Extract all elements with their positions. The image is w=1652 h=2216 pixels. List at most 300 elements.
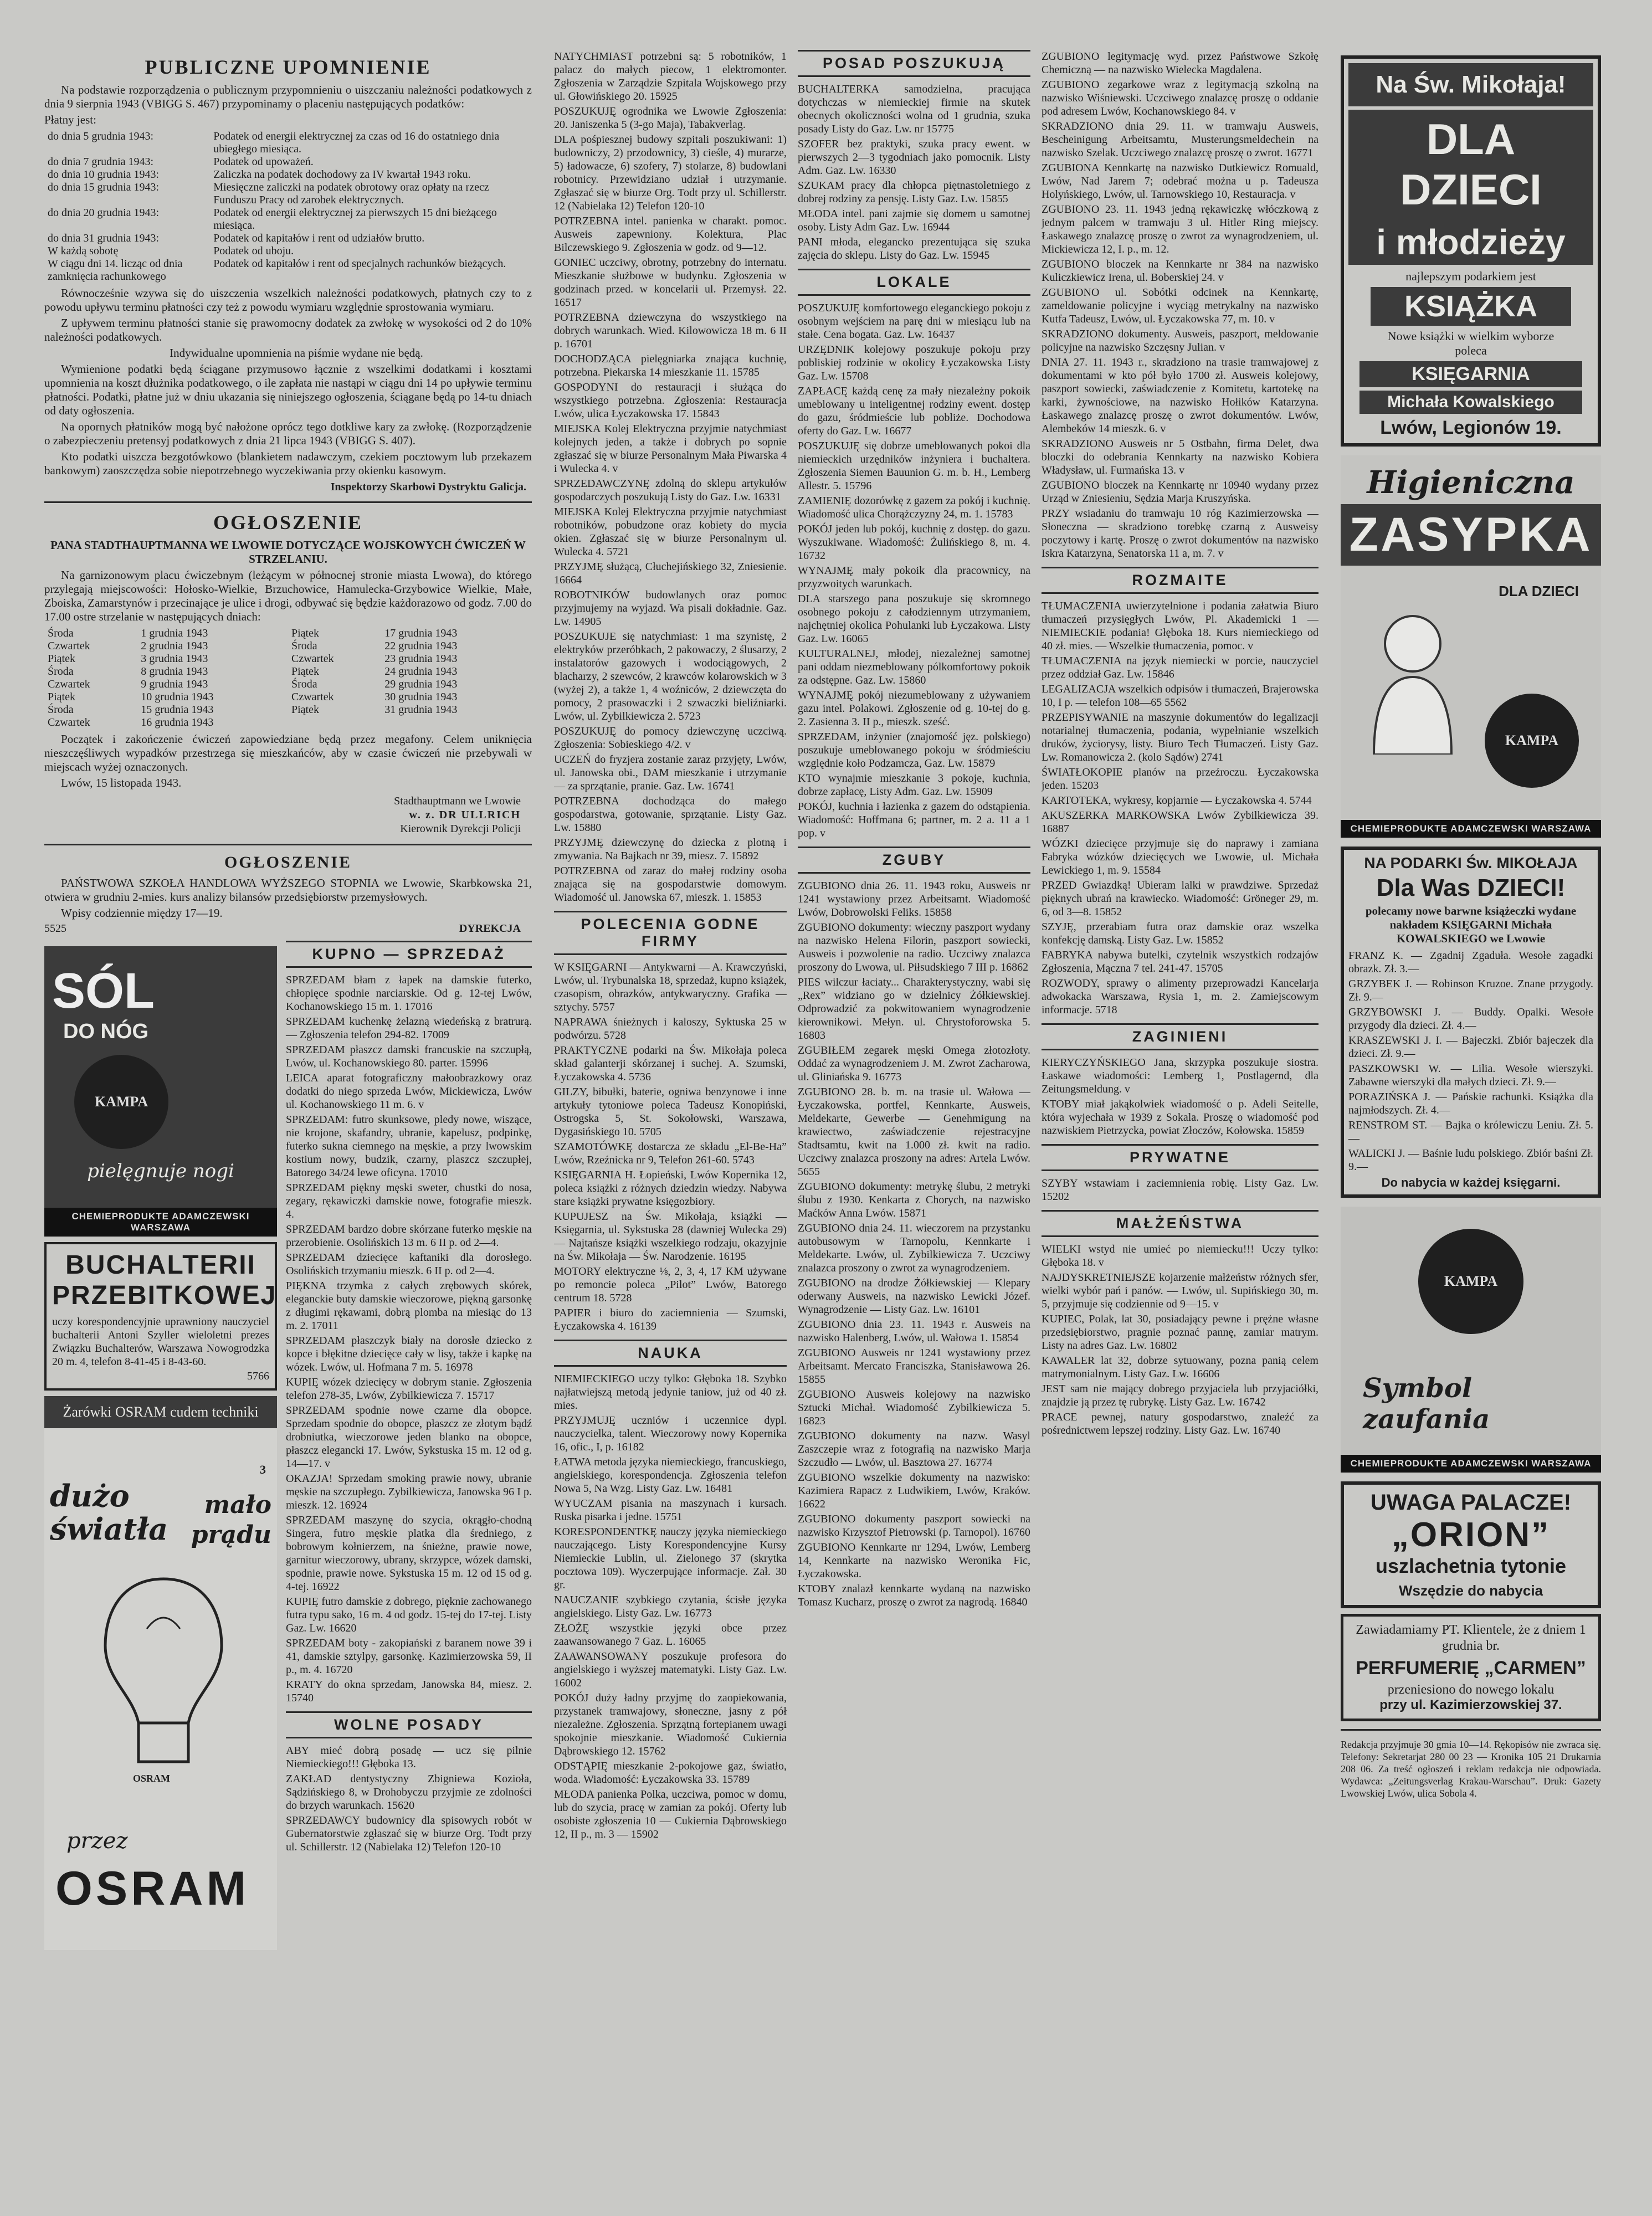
classified-ad: RENSTROM ST. — Bajka o królewiczu Leniu. Zł. 5.— — [1348, 1119, 1593, 1145]
ad-mik-l8: Michała Kowalskiego — [1359, 391, 1582, 414]
ad-osram-num: 3 — [260, 1463, 266, 1476]
classified-ad: ZGUBIONO ul. Sobótki odcinek na Kennkartę, zameldowanie policyjne i wyciąg metrykalny na nazwisko Kutfa Tadeusz, Lwów, ul. Łyczakowska 77, m. 10. v — [1042, 286, 1318, 325]
classified-ad: ZGUBIONO bloczek na Kennkartę nr 10940 wydany przez Urząd w Zniesieniu, Sędzia Marja Kruszyńska. — [1042, 479, 1318, 505]
ad-orion — [1341, 1481, 1601, 1608]
classified-ad: SKRADZIONO dokumenty. Ausweis, paszport, meldowanie policyjne na nazwisko Szczęsny Julian. v — [1042, 328, 1318, 353]
footer-imprint: Redakcja przyjmuje 30 gmia 10—14. Rękopisów nie zwraca się. Telefony: Sekretarjat 280 00 23 — Kronika 105 21 Drukarnia 208 06. Za treść ogłoszeń i reklam redakcja nie odpowiada. Wydawca: „Zeitungsverlag Krakau-Warschau”. Druk: Gazety Lwowskiej Lwów, ulica Sobola 4. — [1341, 1739, 1601, 1799]
classified-ad: WYNAJMĘ pokój niezumeblowany z używaniem gazu intel. Polakowi. Zgłoszenie od g. 10-tej do g. 2. Zasienna 3. II p., mieszk. sześć. — [798, 689, 1030, 728]
ad-osram-bulb-label: OSRAM — [133, 1773, 170, 1784]
ad-sol-do-nog — [44, 946, 277, 1237]
ad-zas-l2: ZASYPKA — [1341, 504, 1601, 566]
ad-buch-code: 5766 — [247, 1370, 269, 1382]
column-1 — [44, 50, 532, 1950]
table-row — [44, 704, 532, 716]
classified-ad: KUPUJESZ na Św. Mikołaja, książki — Księgarnia, ul. Sykstuska 28 (dawniej Wulecka 29) — Najtańsze książki wszelkiego rodzaju, okazyjnie na Św. Mikołaja — Św. Narodzenie. 16195 — [554, 1210, 787, 1263]
section-rozmaite-header: ROZMAITE — [1042, 567, 1318, 594]
notice1-platny: Płatny jest: — [44, 113, 96, 126]
ad-orion-l1: UWAGA PALACZE! — [1370, 1490, 1572, 1515]
classified-ad: SZYBY wstawiam i zaciemnienia robię. Listy Gaz. Lw. 15202 — [1042, 1177, 1318, 1203]
table-cell: 16 grudnia 1943 — [141, 716, 214, 729]
classified-ad: NAPRAWA śnieżnych i kaloszy, Syktuska 25 w podwórzu. 5728 — [554, 1016, 787, 1042]
table-cell: do dnia 10 grudnia 1943: — [48, 168, 160, 181]
classified-ad: ZGUBIONO 28. b. m. na trasie ul. Wałowa — Łyczakowska, portfel, Kennkarte, Ausweis, Meldekarte, Gewerbe — Genehmigung na krawiectwo, zaświadczenie rejestracyjne Stadtsamtu, kwit na 1.000 zł. kwit na radio. Uczciwy znalazca proszony na adres: Artela Lwów. 5655 — [798, 1086, 1030, 1178]
classified-ad: SPRZEDAM błam z łapek na damskie futerko, chłopięce spodnie narciarskie. Od g. 12-tej Lwów, Kochanowskiego 15 m. 1. 17016 — [286, 974, 532, 1013]
classified-ad: MIEJSKA Kolej Elektryczna przyjmie natychmiast kolejnych jeden, a także i dobrych po sopnie zgłaszać się w biurze Personalnym Mała Piwarska 4 i Wulecka 4. v — [554, 423, 787, 475]
classified-ad: SZOFER bez praktyki, szuka pracy ewent. w pierwszych 2—3 tygodniach jako pomocnik. Listy Adm. Gaz. Lw. 16330 — [798, 138, 1030, 177]
classified-ad: SKRADZIONO Ausweis nr 5 Ostbahn, firma Delet, dwa bloczki do odebrania Kennkarty na nazwisko Kobiera Władysław, ul. Furmańska 13. v — [1042, 438, 1318, 476]
classified-ad: WYNAJMĘ mały pokoik dla pracownicy, na przyzwoitych warunkach. — [798, 565, 1030, 590]
classified-ad: ZAKŁAD dentystyczny Zbigniewa Kozioła, Sądzińskiego 8, w Drohobyczu przyjmie ze zdolności do brzych warunkach. 15620 — [286, 1773, 532, 1812]
table-cell: Piątek — [291, 704, 319, 716]
ad-mik-l1: Na Św. Mikołaja! — [1348, 63, 1593, 106]
kupno-list — [286, 973, 532, 1705]
classified-ad: ROBOTNIKÓW budowlanych oraz pomoc przyjmujemy na wyjazd. Wa pisali dokładnie. Gaz. Lw. 14905 — [554, 589, 787, 628]
classified-ad: GRZYBOWSKI J. — Buddy. Opalki. Wesołe przygody dla dzieci. Zł. 4.— — [1348, 1006, 1593, 1032]
section-prywatne-header: PRYWATNE — [1042, 1144, 1318, 1171]
table-row — [44, 653, 532, 665]
notice1-p2: Z upływem terminu płatności stanie się prawomocny dodatek za zwłokę w wysokości od 2 do 10% należności podatkowych. — [44, 316, 532, 343]
ad-carmen-l1: Zawiadamiamy PT. Klientele, że z dniem 1 grudnia br. — [1356, 1623, 1586, 1653]
column-5 — [1341, 50, 1601, 1802]
table-row — [44, 245, 532, 258]
section-polecenia-header: POLECENIA GODNE FIRMY — [554, 911, 787, 955]
divider — [1341, 1729, 1601, 1731]
lokale-list — [798, 301, 1030, 840]
classified-ad: NAUCZANIE szybkiego czytania, ścisłe języka angielskiego. Listy Gaz. Lw. 16773 — [554, 1594, 787, 1619]
table-cell: 31 grudnia 1943 — [384, 704, 458, 716]
classified-ad: PIES wilczur łaciaty... Charakterystyczny, wabi się „Rex” widziano go w dzielnicy Żółkiewskiej. Odprowadzić za pokwitowaniem wynagrodzenie kierownikowi. Mełyn. ul. Chrystoforowska 5. 16803 — [798, 976, 1030, 1042]
job-ads-list — [554, 50, 787, 904]
table-row — [44, 678, 532, 691]
classified-ad: SKRADZIONO dnia 29. 11. w tramwaju Ausweis, Bescheinigung Arbeitsamtu, Musterungsmeldechein na nazwisko Szelak. Uczciwego znalazcę proszę o zwrot. 16771 — [1042, 120, 1318, 159]
classified-ad: SPRZEDAM maszynę do szycia, okrągło-chodną Singera, futro męskie platka dla średniego, z bobrowym kołnierzem, na śnieżne, prawie nowe, garnitur wieczorowy, ubrany, skrzypce, wózek damski, spodnie, prawie nowe. Sykstuska 15 m. 12 od 15 od g. 4-tej. 16922 — [286, 1514, 532, 1593]
classified-ad: POSZUKUJĘ ogrodnika we Lwowie Zgłoszenia: 20. Janiszenka 5 (3-go Maja), Tabakverlag. — [554, 105, 787, 131]
classified-ad: KRASZEWSKI J. I. — Bajeczki. Zbiór bajeczek dla dzieci. Zł. 9.— — [1348, 1034, 1593, 1060]
notice3-signature: DYREKCJA — [459, 922, 521, 935]
classified-ad: WYUCZAM pisania na maszynach i kursach. Ruska pisarka i jedne. 15751 — [554, 1497, 787, 1523]
table-row — [44, 232, 532, 245]
table-cell: Czwartek — [291, 653, 334, 665]
classified-ad: NAJDYSKRETNIEJSZE kojarzenie małżeństw różnych sfer, wielki wybór pań i panów. — Lwów, ul. Supińskiego 30, m. 5, przyjmuje się codziennie od 9—15. v — [1042, 1271, 1318, 1310]
zguby-cont-list — [1042, 50, 1318, 560]
classified-ad: WALICKI J. — Baśnie ludu polskiego. Zbiór baśni Zł. 9.— — [1348, 1147, 1593, 1173]
table-cell: Środa — [291, 640, 317, 652]
notice3-title: OGŁOSZENIE — [224, 853, 352, 871]
notice1-intro: Na podstawie rozporządzenia o publicznym przypomnieniu o uiszczaniu należności podatkowych z dnia 9 sierpnia 1943 (VBIGG S. 467) przypominamy o placeniu następujących podatków: — [44, 83, 532, 110]
posady-list — [798, 83, 1030, 262]
zaginieni-list — [1042, 1056, 1318, 1137]
classified-ad: SZAMOTÓWKĘ dostarcza ze składu „El-Be-Ha” Lwów, Rzeźnicka nr 9, Telefon 261-60. 5743 — [554, 1141, 787, 1166]
table-cell: Piątek — [291, 665, 319, 678]
classified-ad: POKÓJ, kuchnia i łazienka z gazem do odstąpienia. Wiadomość: Hoffmana 6; partner, m. 2 a. 11 a 1 pop. v — [798, 801, 1030, 839]
classified-ad: ZGUBIONO dokumenty: metrykę ślubu, 2 metryki ślubu z 1930. Kenkarta z Chorych, na nazwisko Maćków Anna Lwów. 15871 — [798, 1181, 1030, 1219]
tax-deadlines-table — [44, 130, 532, 283]
classified-ad: SPRZEDAWCZYNĘ zdolną do sklepu artykułów gospodarczych poszukują Listy do Gaz. Lw. 16331 — [554, 478, 787, 503]
classified-ad: SPRZEDAM kuchenkę żelazną wiedeńską z bratrurą. — Zgłoszenia telefon 294-82. 17009 — [286, 1015, 532, 1041]
classified-ad: NATYCHMIAST potrzebni są: 5 robotników, 1 palacz do małych piecow, 1 elektromonter. Zgłoszenia w Zarządzie Szpitala Wojskowego przy ul. Głowińskiego 20. 15925 — [554, 50, 787, 102]
classified-ad: ZGUBIONO dnia 26. 11. 1943 roku, Ausweis nr 1241 wystawiony przez Arbeitsamt. Wiadomość Lwów, Dobrowolski Feliks. 15858 — [798, 880, 1030, 919]
table-cell: Podatek od uboju. — [213, 245, 294, 257]
notice1-signature: Inspektorzy Skarbowi Dystryktu Galicja. — [330, 481, 526, 493]
table-cell: Podatek od energii elektrycznej za czas od 16 do ostatniego dnia ubiegłego miesiąca. — [213, 130, 500, 155]
ad-mik-l4: najlepszym podarkiem jest — [1405, 269, 1536, 283]
table-cell: W ciągu dni 14. licząc od dnia zamknięcia rachunkowego — [48, 258, 183, 283]
classified-ad: DOCHODZĄCA pielęgniarka znająca kuchnię, potrzebna. Piekarska 14 mieszkanie 11. 15785 — [554, 353, 787, 378]
classified-ad: ROZWODY, sprawy o alimenty przeprowadzi Kancelarja adwokacka Warszawa, Rysia 1, m. 2. Zamiejscowym informacje. 5718 — [1042, 977, 1318, 1016]
table-cell: Środa — [48, 627, 74, 639]
classified-ad: MOTORY elektryczne ⅛, 2, 3, 4, 17 KM używane po remoncie poleca „Pilot” Lwów, Batorego centrum 18. 5728 — [554, 1265, 787, 1304]
divider — [44, 501, 532, 503]
sig-line-2: w. z. DR ULLRICH — [409, 809, 521, 821]
ad-carmen-l3: przeniesiono do nowego lokalu — [1387, 1682, 1554, 1697]
classified-ad: LEICA aparat fotograficzny małoobrazkowy oraz dodatki do niego sprzeda Lwów, Mickiewicza, Lwów ul. Kochanowskiego 11 m. 6. v — [286, 1072, 532, 1111]
notice1-p6: Kto podatki uiszcza bezgotówkowo (blankietem nadawczym, czekiem pocztowym lub przekazem bankowym) zaoszczędza sobie niepotrzebnego wyczekiwania przy okienku kasowym. — [44, 450, 532, 477]
classified-ad: ŚWIATŁOKOPIE planów na przeźroczu. Łyczakowska jeden. 15203 — [1042, 766, 1318, 792]
section-zguby-header: ZGUBY — [798, 847, 1030, 874]
classified-ad: POSZUKUJĘ komfortowego eleganckiego pokoju z osobnym wejściem na parę dni w miesiącu lub na stałe. Cena bogata. Gaz. Lw. 16437 — [798, 302, 1030, 341]
ad-symbol-zaufania — [1341, 1207, 1601, 1473]
ad-sol-band: CHEMIEPRODUKTE ADAMCZEWSKI WARSZAWA — [44, 1208, 277, 1237]
ad-osram-left: dużo światła — [50, 1478, 168, 1547]
classified-ad: PRACE pewnej, natury gospodarstwo, znaleźć za pośrednictwem lepszej rodziny. Listy Gaz. Lw. 16740 — [1042, 1411, 1318, 1437]
table-row — [44, 181, 532, 207]
classified-ad: PAPIER i biuro do zaciemnienia — Szumski, Łyczakowska 4. 16139 — [554, 1307, 787, 1332]
classified-ad: ZGUBIONO Ausweis kolejowy na nazwisko Sztucki Michał. Wiadomość Zybilkiewicza 5. 16823 — [798, 1388, 1030, 1427]
table-cell: 23 grudnia 1943 — [384, 653, 458, 665]
table-row — [44, 627, 532, 640]
classified-ad: MŁODA panienka Polka, uczciwa, pomoc w domu, lub do szycia, pracę w zamian za pokój. Oferty lub osobiste zgłoszenia 10 — Cukiernia Dąbrowskiego 12, II p., m. 3 — 15902 — [554, 1788, 787, 1840]
classified-ad: ZGUBIONO 23. 11. 1943 jedną rękawiczkę włóczkową z jednym palcem w tramwaju 3 ul. Hitler Ring miejscy. Łaskawego znalazcę proszę o zwrot za wynagrodzeniem, ul. Mickiewicza 12, I. p., m. 12. — [1042, 203, 1318, 255]
ad-mik-l7: KSIĘGARNIA — [1359, 361, 1582, 387]
ad-pod-l1: NA PODARKI Św. MIKOŁAJA — [1364, 854, 1578, 871]
classified-ad: SPRZEDAM, inżynier (znajomość jęz. polskiego) poszukuje umeblowanego pokoju w śródmieściu względnie koło Podzamcza, Gaz. Lw. 15879 — [798, 731, 1030, 770]
classified-ad: POTRZEBNA intel. panienka w charakt. pomoc. Ausweis zapewniony. Kolektura, Plac Bilczewskiego 9. Zgłoszenia w godz. od 9—12. — [554, 215, 787, 254]
classified-ad: KUPIEC, Polak, lat 30, posiadający pewne i prężne własne przedsiębiorstwo, pragnie poznać pannę, zamiar matrym. Listy na adres Gaz. Lw. 16802 — [1042, 1313, 1318, 1352]
table-cell: 9 grudnia 1943 — [141, 678, 208, 690]
classified-ad: ZAMIENIĘ dozorówkę z gazem za pokój i kuchnię. Wiadomość ulica Chorążczyzny 24, m. 1. 15783 — [798, 495, 1030, 520]
polecenia-list — [554, 961, 787, 1333]
malzenstwa-list — [1042, 1243, 1318, 1437]
classified-ad: LEGALIZACJA wszelkich odpisów i tłumaczeń, Brajerowska 10, I p. — telefon 108—65 5562 — [1042, 683, 1318, 709]
classified-ad: PRZED Gwiazdką! Ubieram lalki w prawdziwe. Sprzedaż pięknych ubrań na krawiecko. Wiadomość: Gröneger 29, m. 6, od 3—8. 15852 — [1042, 879, 1318, 918]
table-cell: Podatek od energii elektrycznej za pierwszych 15 dni bieżącego miesiąca. — [213, 207, 497, 232]
notice1-p1: Równocześnie wzywa się do uiszczenia wszelkich należności podatkowych, płatnych czy to z powodu upływu terminu płatności czy też z powodu wymiaru względnie sprostowania wymiaru. — [44, 286, 532, 314]
table-cell: 22 grudnia 1943 — [384, 640, 458, 652]
kampa-tin-icon: KAMPA — [74, 1055, 168, 1149]
column-3 — [798, 50, 1030, 1610]
table-row — [44, 130, 532, 156]
classified-ad: PRZEPISYWANIE na maszynie dokumentów do legalizacji notarialnej tłumaczenia, podania, wypełnianie wszelkich druków, życiorysy, listy. Biuro Tech Tłumaczeń. Listy Gaz. Lw. Romanowicza 2. (kolo Sądów) 2741 — [1042, 711, 1318, 763]
ad-buch-l1: BUCHALTERII — [65, 1250, 256, 1280]
classified-ad: SPRZEDAM spodnie nowe czarne dla obopce. Sprzedam spodnie do obopce, płaszcz ze złotym bądź drobniutka, wieczorowe jeden blanko na obopce, płaszcz elegancki 17. Lwów, Sykstuska 15 m. 12 od g. 14—17. v — [286, 1404, 532, 1470]
classified-ad: KIERYCZYŃSKIEGO Jana, skrzypka poszukuje siostra. Łaskawe wiadomości: Lemberg 1, Postlagernd, dla Zeitungsmeldung. v — [1042, 1056, 1318, 1095]
ad-pod-l4: Do nabycia w każdej księgarni. — [1381, 1176, 1561, 1189]
classified-ad: POKÓJ duży ładny przyjmę do zaopiekowania, przystanek tramwajowy, słoneczne, jasny z pół niezależne. Zgłoszenia. Sprzątną fortepianem uwagi spokojnie mieszkanie. Wiadomość Cukiernia Dąbrowskiego 12. 15762 — [554, 1692, 787, 1757]
classified-ad: GOSPODYNI do restauracji i służąca do wszystkiego potrzebna. Zgłoszenia: Restauracja Lwów, ulica Łyczakowska 17. 15843 — [554, 381, 787, 420]
table-row — [44, 168, 532, 181]
notice2-place: Lwów, 15 listopada 1943. — [61, 776, 182, 789]
table-cell: Podatek od upoważeń. — [213, 156, 314, 168]
classified-ad: PORAZIŃSKA J. — Pańskie rachunki. Książka dla najmłodszych. Zł. 4.— — [1348, 1091, 1593, 1116]
classified-ad: ZGUBIONO dnia 24. 11. wieczorem na przystanku autobusowym w Tarnopolu, Kennkarte i Meldekarte. Lwów, ul. Zybilkiewicza 7. Uczciwy znalazca proszony o zwrot za wynagrodzeniem. — [798, 1222, 1030, 1274]
column-2 — [554, 50, 787, 1843]
classified-ad: KAWALER lat 32, dobrze sytuowany, pozna panią celem matrymonialnym. Listy Gaz. Lw. 16606 — [1042, 1355, 1318, 1380]
classified-ad: AKUSZERKA MARKOWSKA Lwów Zybilkiewicza 39. 16887 — [1042, 809, 1318, 835]
classified-ad: ABY mieć dobrą posadę — ucz się pilnie Niemieckiego!!! Głęboka 13. — [286, 1745, 532, 1770]
notice2-p1: Na garnizonowym placu ćwiczebnym (leżącym w północnej stronie miasta Lwowa), do którego przylegają miejscowości: Hołosko-Wielkie, Brzuchowice, Hamulecka-Grzybowice Wielkie, Małe, Zboiska, Zamarstynów i przecinające je ulice i drogi, odbywać się będzie każdorazowo od godz. 7.00 do 17.00 ostre strzelanie w następujących dniach: — [44, 568, 532, 623]
ad-osram-przez: przez — [66, 1828, 128, 1854]
table-cell: do dnia 31 grudnia 1943: — [48, 232, 160, 244]
classified-ad: KORESPONDENTKĘ nauczy języka niemieckiego nauczającego. Listy Korespondencyjne Kursy Niemieckie Lublin, ul. Zielonego 37 (skrytka pocztowa 109). Wyczerpujące informacje. Zał. 30 gr. — [554, 1526, 787, 1591]
table-row — [44, 156, 532, 168]
table-cell: do dnia 5 grudnia 1943: — [48, 130, 154, 142]
ad-mik-l3: i młodzieży — [1348, 219, 1593, 265]
notice2-subtitle: PANA STADTHAUPTMANNA WE LWOWIE DOTYCZĄCE WOJSKOWYCH ĆWICZEŃ W STRZELANIU. — [50, 538, 526, 566]
table-cell: 2 grudnia 1943 — [141, 640, 208, 652]
table-cell: Środa — [48, 665, 74, 678]
ad-osram-brand: OSRAM — [55, 1862, 250, 1915]
classified-ad: SPRZEDAM: futro skunksowe, pledy nowe, wiszące, nie krojone, skafandry, ubranie, kapelusz, podpinkę, futerko sukna ciemnego na męskie, a przy lwowskim kostium nowy, budzik, czarny, plaszcz szczupłej, Batorego 34/24 lewe oficyna. 17010 — [286, 1114, 532, 1179]
ad-zas-l3: DLA DZIECI — [1499, 583, 1579, 599]
notice3-p1: PAŃSTWOWA SZKOŁA HANDLOWA WYŻSZEGO STOPNIA we Lwowie, Skarbkowska 21, otwiera w grudniu 2-mies. kurs analizy bilansów przedsiębiorstw przemysłowych. — [44, 876, 532, 904]
classified-ad: ZGUBIONO legitymację wyd. przez Państwowe Szkołę Chemiczną — na nazwisko Wielecka Magdalena. — [1042, 50, 1318, 76]
ad-pod-l3: polecamy nowe barwne książeczki wydane nakładem KSIĘGARNI Michała KOWALSKIEGO we Lwowie — [1365, 904, 1577, 945]
classified-ad: PRAKTYCZNE podarki na Św. Mikołaja poleca skład galanterji skórzanej i suchej. A. Szumski, Łyczakowska 4. 5736 — [554, 1044, 787, 1083]
notice3-p2: Wpisy codziennie między 17—19. — [61, 906, 223, 920]
classified-ad: PRZYJMĘ służącą, Cłuchejińskiego 32, Zniesienie. 16664 — [554, 561, 787, 586]
nauka-list — [554, 1372, 787, 1841]
classified-ad: UCZEŃ do fryzjera zostanie zaraz przyjęty, Lwów, ul. Janowska obi., DAM mieszkanie i utrzymanie — za sprzątanie, pranie. Gaz. Lw. 16741 — [554, 753, 787, 792]
table-cell: do dnia 20 grudnia 1943: — [48, 207, 160, 219]
ad-carmen — [1341, 1614, 1601, 1721]
shooting-dates-table — [44, 627, 532, 729]
classified-ad: SPRZEDAM piękny męski sweter, chustki do nosa, zegary, rękawiczki damskie nowe, fotografie mieszk. 4. — [286, 1182, 532, 1220]
notice2-title: OGŁOSZENIE — [213, 511, 363, 534]
classified-ad: PRZYJMUJĘ uczniów i uczennice dypl. nauczycielka, talent. Wieczorowy nowy Kopernika 16, ofic., I, p. 16182 — [554, 1414, 787, 1453]
table-row — [44, 258, 532, 283]
classified-ad: KTO wynajmie mieszkanie 3 pokoje, kuchnia, dobrze zapłacę, Listy Adm. Gaz. Lw. 15909 — [798, 772, 1030, 798]
ad-orion-l4: Wszędzie do nabycia — [1398, 1582, 1543, 1599]
ad-carmen-l2: PERFUMERIĘ „CARMEN” — [1356, 1658, 1586, 1679]
classified-ad: ZGUBIŁEM zegarek męski Omega złotozłoty. Oddać za wynagrodzeniem J. M. Zwrot Zacharowa, ul. Gliniańska 9. 16773 — [798, 1044, 1030, 1083]
table-cell: Czwartek — [48, 716, 90, 729]
table-row — [44, 716, 532, 729]
classified-ad: SZYJĘ, przerabiam futra oraz damskie oraz wszelka konfekcję damską. Listy Gaz. Lw. 15852 — [1042, 921, 1318, 946]
ad-mikolaj — [1341, 55, 1601, 447]
classified-ad: POTRZEBNA dziewczyna do wszystkiego na dobrych warunkach. Wied. Kilowowicza 18 m. 6 II p. 16701 — [554, 311, 787, 350]
table-cell: 3 grudnia 1943 — [141, 653, 208, 665]
classified-ad: KUPIĘ futro damskie z dobrego, pięknie zachowanego futra typu sako, 16 m. 4 od godz. 15-tej do 17-tej. Listy Gaz. Lw. 16620 — [286, 1596, 532, 1634]
classified-ad: SPRZEDAM boty - zakopiański z baranem nowe 39 i 41, damskie sztylpy, garsonkę. Kazimierzowska 59, II p., m. 4. 16720 — [286, 1637, 532, 1676]
ad-podarki — [1341, 847, 1601, 1198]
classified-ad: KULTURALNEJ, młodej, niezależnej samotnej pani oddam niezmeblowany pólkomfortowy pokoik za odstępne. Gaz. Lw. 15860 — [798, 648, 1030, 686]
classified-ad: ZAPŁACĘ każdą cenę za mały niezależny pokoik umeblowany u inteligentnej rodziny ewent. dostęp do gazu, śródmieście lub pobliże. Dochodowa oferty do Gaz. Lw. 16677 — [798, 385, 1030, 437]
classified-ad: KSIĘGARNIA H. Łopieński, Lwów Kopernika 12, poleca książki z różnych dziedzin wiedzy. Nabywa stare książki prywatne księgozbiory. — [554, 1169, 787, 1208]
table-cell: 17 grudnia 1943 — [384, 627, 458, 639]
classified-ad: ZGUBIONO dnia 23. 11. 1943 r. Ausweis na nazwisko Halenberg, Lwów, ul. Wałowa 1. 15854 — [798, 1319, 1030, 1344]
ad-mik-l9: Lwów, Legionów 19. — [1380, 417, 1562, 438]
books-list — [1348, 949, 1593, 1173]
table-cell: 24 grudnia 1943 — [384, 665, 458, 678]
classified-ad: ŁATWA metoda języka niemieckiego, francuskiego, angielskiego, korespondencja. Zgłoszenia telefon Nowa 5, Na Wzg. Listy Gaz. Lw. 16481 — [554, 1456, 787, 1495]
classified-ad: GRZYBEK J. — Robinson Kruzoe. Znane przygody. Zł. 9.— — [1348, 978, 1593, 1003]
ad-buchalterii — [44, 1242, 277, 1391]
prywatne-list — [1042, 1177, 1318, 1203]
kampa-tin-icon: KAMPA — [1418, 1229, 1523, 1334]
ad-osram — [44, 1396, 277, 1950]
classified-ad: POSZUKUJĘ do pomocy dziewczynę uczciwą. Zgłoszenia: Sobieskiego 4/2. v — [554, 725, 787, 751]
ad-carmen-l4: przy ul. Kazimierzowskiej 37. — [1379, 1697, 1562, 1712]
ad-osram-top: Żarówki OSRAM cudem techniki — [44, 1396, 277, 1428]
notice2-signature — [44, 794, 521, 836]
table-cell: Środa — [48, 704, 74, 716]
divider — [44, 844, 532, 845]
classified-ad: KARTOTEKA, wykresy, kopjarnie — Łyczakowska 4. 5744 — [1042, 794, 1312, 807]
table-cell: Piątek — [48, 691, 75, 703]
classified-ad: FABRYKA nabywa butelki, czytelnik wszystkich rodzajów Zgłoszenia, Mączna 7 tel. 241-47. 15705 — [1042, 949, 1318, 974]
child-figure-icon — [1357, 611, 1468, 755]
classified-ad: ZGUBIONO Ausweis nr 1241 wystawiony przez Arbeitsamt. Mercato Franciszka, Stanisławowa 26. 15855 — [798, 1347, 1030, 1386]
table-cell — [288, 716, 381, 729]
table-cell: W każdą sobotę — [48, 245, 119, 257]
table-cell: Czwartek — [291, 691, 334, 703]
notice3-code: 5525 — [44, 922, 66, 935]
classified-ad: PASZKOWSKI W. — Lilia. Wesołe wierszyki. Zabawne wierszyki dla małych dzieci. Zł. 9.— — [1348, 1063, 1593, 1088]
notice1-title: PUBLICZNE UPOMNIENIE — [145, 56, 432, 78]
classified-ad: ZGUBIONO dokumenty paszport sowiecki na nazwisko Krzysztof Pietrowski (p. Tarnopol). 16760 — [798, 1513, 1030, 1538]
ad-mik-l6: Nowe książki w wielkim wyborze poleca — [1387, 329, 1554, 357]
table-cell: Czwartek — [48, 678, 90, 690]
classified-ad: POSZUKUJĘ się dobrze umeblowanych pokoi dla niemieckich urzędników inżyniera i buchaltera. Zgłoszenia Siemen Bauunion G. m. b. H., Lemberg Allestr. 5. 15796 — [798, 440, 1030, 492]
classified-ad: WIELKI wstyd nie umieć po niemiecku!!! Uczy tylko: Głęboka 18. v — [1042, 1243, 1318, 1269]
ad-sym-band: CHEMIEPRODUKTE ADAMCZEWSKI WARSZAWA — [1341, 1455, 1601, 1473]
classified-ad: PIĘKNA trzymka z całych zrębowych skórek, eleganckie buty damskie wieczorowe, piękną garsonkę z długimi rękawami, dobrą plomba na miesiąc do 13 m. 2. 17011 — [286, 1280, 532, 1332]
classified-ad: ZŁOŻĘ wszystkie języki obce przez zaawansowanego 7 Gaz. L. 16065 — [554, 1622, 787, 1648]
table-cell: 1 grudnia 1943 — [141, 627, 208, 639]
ad-osram-right: mało prądu — [191, 1491, 271, 1549]
section-zaginieni-header: ZAGINIENI — [1042, 1023, 1318, 1050]
table-cell — [381, 716, 532, 729]
table-cell: Podatek od kapitałów i rent od udziałów brutto. — [213, 232, 425, 244]
section-kupno-header: KUPNO — SPRZEDAŻ — [286, 941, 532, 968]
ad-sol-slogan: pielęgnuje nogi — [87, 1160, 234, 1182]
classified-ad: JEST sam nie mający dobrego przyjaciela lub przyjaciółki, znajdzie ją przez tę rubrykę. Listy Gaz. Lw. 16742 — [1042, 1383, 1318, 1408]
table-cell: Środa — [291, 678, 317, 690]
section-wolne-header: WOLNE POSADY — [286, 1711, 532, 1738]
ad-sym-l1: Symbol zaufania — [1363, 1373, 1490, 1435]
table-cell: Piątek — [291, 627, 319, 639]
ad-zas-band: CHEMIEPRODUKTE ADAMCZEWSKI WARSZAWA — [1341, 820, 1601, 838]
classified-ad: DNIA 27. 11. 1943 r., skradziono na trasie tramwajowej z dokumentami w kto pół było 1700 zł. Ausweis kolejowy, paszport sowiecki, zaświadczenie z Komitetu, kartotekę na karki, żywnościowe, na nazwisko Hołików Katarzyna. Łaskawego znalazcę proszę o zwrot dokumentów. Lwów, Alembeków 14 mieszk. 6. v — [1042, 356, 1318, 435]
classified-ad: SPRZEDAM płaszczyk biały na dorosłe dziecko z kopce i błękitne dziecięce cały w lisy, także i kapkę na wózek. Lwów, ul. Hofmana 7 m. 5. 16978 — [286, 1335, 532, 1373]
table-cell: Czwartek — [48, 640, 90, 652]
zguby-list — [798, 879, 1030, 1609]
table-row — [44, 665, 532, 678]
ad-buch-text: uczy korespondencyjnie uprawniony nauczyciel buchalterii Antoni Szyller wieloletni prezes Związku Buchalterów, Warszawa Nowogrodzka 20 m. 4, telefon 8-41-45 i 8-43-60. — [52, 1316, 269, 1368]
classified-ad: SPRZEDAWCY budownicy dla spisowych robót w Gubernatorstwie zgłaszać się w biurze Org. Todt przy ul. Schillerstr. 12 (Nabielaka 12) Telefon 120-10 — [286, 1814, 532, 1853]
sig-line-1: Stadthauptmann we Lwowie — [394, 795, 521, 807]
classified-ad: PANI młoda, elegancko prezentująca się szuka zajęcia do sklepu. Listy do Gaz. Lw. 15945 — [798, 236, 1030, 261]
table-cell: do dnia 7 grudnia 1943: — [48, 156, 154, 168]
table-cell: Miesięczne zaliczki na podatek obrotowy oraz opłaty na rzecz Funduszu Pracy od zarobek elektrycznych. — [213, 181, 489, 206]
classified-ad: MŁODA intel. pani zajmie się domem u samotnej osoby. Listy Adm Gaz. Lw. 16944 — [798, 208, 1030, 233]
classified-ad: OKAZJA! Sprzedam smoking prawie nowy, ubranie męskie na szczupłego. Zybilkiewicza, Janowska 96 I p. mieszk. 12. 16924 — [286, 1473, 532, 1511]
table-cell: 8 grudnia 1943 — [141, 665, 208, 678]
table-cell: 15 grudnia 1943 — [141, 704, 214, 716]
classified-ad: KTOBY miał jakąkolwiek wiadomość o p. Adeli Seitelle, która wyjechała w 1939 z Sokala. Proszę o wiadomość pod nazwiskiem Pietrzycka, powiat Złoczów, Kołowska. 15859 — [1042, 1098, 1318, 1137]
classified-ad: URZĘDNIK kolejowy poszukuje pokoju przy pobliskiej rodzinie w okolicy Łyczakowska Listy Gaz. Lw. 15708 — [798, 343, 1030, 382]
classified-ad: ZAAWANSOWANY poszukuje profesora do angielskiego i wyższej matematyki. Listy Gaz. Lw. 16002 — [554, 1650, 787, 1689]
notice1-p3: Indywidualne upomnienia na piśmie wydane nie będą. — [170, 346, 423, 360]
classified-ad: POSZUKUJE się natychmiast: 1 ma szynistę, 2 elektryków przeróbkach, 2 pakowaczy, 2 ślusarzy, 2 instalatorów gazowych i wodociągowych, 2 blacharzy, 2 szewców, 2 krawców kolarowskich w 3 (wyżej 2), a także 1, 4 woźniców, 2 dziewczęta do pomocy, 2 prasowaczki i 2 szwaczki bieliźniarki. Lwów, ul. Zybilkiewicza 2. 5723 — [554, 630, 787, 722]
classified-ad: GILZY, bibułki, baterie, ogniwa benzynowe i inne artykuły tytoniowe poleca Tadeusz Konopiński, Ostrogska 5, St. Sokołowski, Warszawa, Dygasińskiego 10. 5705 — [554, 1086, 787, 1138]
classified-ad: POTRZEBNA dochodząca do małego gospodarstwa, gotowanie, sprzątanie. Listy Gaz. Lw. 15880 — [554, 795, 787, 834]
table-cell: Podatek od kapitałów i rent od specjalnych rachunków bieżących. — [213, 258, 506, 270]
table-cell: 30 grudnia 1943 — [384, 691, 458, 703]
classified-ad: TŁUMACZENIA uwierzytelnione i podania załatwia Biuro tłumaczeń przysięgłych Lwów, Pl. Akademicki 1 — NIEMIECKIE podania! Głęboka 18. Kurs niemieckiego od 40 zł. mies. — Wszelkie tłumaczenia, pomoc. v — [1042, 600, 1318, 652]
sig-line-3: Kierownik Dyrekcji Policji — [400, 823, 521, 835]
classified-ad: BUCHALTERKA samodzielna, pracująca dotychczas w niemieckiej firmie na skutek obecnych okoliczności wolna od 1 grudnia, szuka posady Listy do Gaz. Lw. nr 15775 — [798, 83, 1030, 135]
classified-ad: WÓZKI dziecięce przyjmuje się do naprawy i zamiana Fabryka wózków dziecięcych we Lwowie, ul. Michała Lewickiego 1, m. 9. 15584 — [1042, 838, 1318, 876]
classified-ad: W KSIĘGARNI — Antykwarni — A. Krawczyński, Lwów, ul. Trybunalska 18, sprzedaż, kupno książek, czasopism, obrazków, antykwaryczny. Grafika — sztychy. 5757 — [554, 961, 787, 1013]
table-row — [44, 691, 532, 704]
classified-ad: ZGUBIONO dokumenty na nazw. Wasyl Zaszczepie wraz z fotografią na nazwisko Marja Szczudło — Lwów, ul. Basztowa 27. 16774 — [798, 1430, 1030, 1469]
classified-ad: ZGUBIONO dokumenty: wieczny paszport wydany na nazwisko Helena Filorin, paszport sowiecki, Ausweis i pozwolenie na radio. Uczciwy znalazca proszony do Lwowa, ul. Piłsudskiego 7 III p. 16862 — [798, 921, 1030, 973]
notice2-p2: Początek i zakończenie ćwiczeń zapowiedziane będą przez megafony. Celem uniknięcia nieszczęśliwych wypadków przestrzega się mieszkańców, aby w czasie ćwiczeń nie przebywali w miejscach wyżej oznaczonych. — [44, 732, 532, 773]
classified-ad: SZUKAM pracy dla chłopca piętnastoletniego z dobrej rodziny za pensję. Listy Gaz. Lw. 15855 — [798, 179, 1030, 205]
ad-sol-l1: SÓL — [52, 963, 155, 1019]
classified-ad: TŁUMACZENIA na język niemiecki w porcie, nauczyciel przez oddział Gaz. Lw. 15846 — [1042, 655, 1318, 680]
classified-ad: ZGUBIONO zegarkowe wraz z legitymacją szkolną na nazwisko Wiśniewski. Uczciwego znalazcę proszę o oddanie pod adresem Lwów, Kochanowskiego 84. v — [1042, 79, 1318, 117]
ad-sol-l2: DO NÓG — [63, 1020, 149, 1043]
table-row — [44, 640, 532, 653]
table-cell: Piątek — [48, 653, 75, 665]
classified-ad: KTOBY znalazł kennkarte wydaną na nazwisko Tomasz Kucharz, proszę o zwrot za nagrodą. 16840 — [798, 1583, 1030, 1608]
classified-ad: POTRZEBNA od zaraz do małej rodziny osoba znająca się na gospodarstwie domowym. Wiadomość ul. Janowska 67, mieszk. 1. 15853 — [554, 865, 787, 904]
section-posady-header: POSAD POSZUKUJĄ — [798, 50, 1030, 77]
ad-zasypka — [1341, 455, 1601, 838]
classified-ad: SPRZEDAM dziecięce kaftaniki dla dorosłego. Osolińskich trzymaniu mieszk. 6 II p. od 2—4. — [286, 1251, 532, 1277]
classified-ad: KUPIĘ wózek dziecięcy w dobrym stanie. Zgłoszenia telefon 278-35, Lwów, Zybilkiewicza 7. 15717 — [286, 1376, 532, 1402]
classified-ad: ZGUBIONO Kennkarte nr 1294, Lwów, Lemberg 14, Kennkarte na nazwisko Weronika Fic, Łyczakowska. — [798, 1541, 1030, 1580]
classified-ad: ZGUBIONO wszelkie dokumenty na nazwisko: Kazimiera Rapacz z Ludwikiem, Lwów, Kraków. 16622 — [798, 1471, 1030, 1510]
classified-ad: SPRZEDAM bardzo dobre skórzane futerko męskie na przerobienie. Osolińskich 13 m. 6 II p. od 2—4. — [286, 1223, 532, 1249]
classified-ad: DLA starszego pana poszukuje się skromnego osobnego pokoju z całodziennym utrzymaniem, najchętniej okolica Pohulanki lub Łyczakowa. Listy Gaz. Lw. 16065 — [798, 593, 1030, 645]
ad-mik-l5: KSIĄŻKA — [1371, 287, 1571, 326]
classified-ad: SPRZEDAM płaszcz damski francuskie na szczupłą, Lwów, ul. Kochanowskiego 80. parter. 15996 — [286, 1044, 532, 1069]
classified-ad: ZGUBIONO bloczek na Kennkarte nr 384 na nazwisko Kuliczkiewicz Irena, ul. Boberskiej 24. v — [1042, 258, 1318, 284]
rozmaite-list — [1042, 599, 1318, 1017]
classified-ad: NIEMIECKIEGO uczy tylko: Głęboka 18. Szybko najłatwiejszą metodą jedynie taniow, już od 40 zł. mies. — [554, 1373, 787, 1412]
ad-buch-l2: PRZEBITKOWEJ — [52, 1281, 277, 1310]
classified-ad: KRATY do okna sprzedam, Janowska 84, miesz. 2. 15740 — [286, 1679, 532, 1704]
section-nauka-header: NAUKA — [554, 1340, 787, 1367]
notice1-p4: Wymienione podatki będą ściągane przymusowo łącznie z wszelkimi dodatkami i kosztami upomnienia na koszt dłużnika podatkowego, o ile zapłata nie nastąpi w ciągu dni 14 po upływie terminu płatności. Podatki, płatne już w dniu ukazania się niniejszego ogłoszenia, ściągane będą po 14-tu dniach od daty ogłoszenia. — [44, 362, 532, 417]
column-4 — [1042, 50, 1318, 1439]
ad-zas-l1: Higieniczna — [1367, 464, 1575, 501]
classified-ad: ZGUBIONO na drodze Żółkiewskiej — Klepary oderwany Ausweis, na nazwisko Lewicki Józef. Wynagrodzenie — Listy Gaz. Lw. 16101 — [798, 1277, 1030, 1316]
light-bulb-icon — [100, 1573, 227, 1784]
classified-ad: POKÓJ jeden lub pokój, kuchnię z dostęp. do gazu. Wyszukiwane. Wiadomość: Żulińskiego 8, m. 4. 16732 — [798, 523, 1030, 562]
table-row — [44, 207, 532, 232]
classified-ad: DLA pośpiesznej budowy szpitali poszukiwani: 1) budowniczy, 2) przodownicy, 3) cieśle, 4) murarze, 5) ładowacze, 6) szofery, 7) stolarze, 8) budowlani robotnicy. Przewidziano udział i utrzymanie. Zgłaszać się w biurze Org. Todt przy ul. Schillerstr. 12 (Nabielaka 12) Telefon 120-10 — [554, 134, 787, 212]
table-cell: 10 grudnia 1943 — [141, 691, 214, 703]
classified-ad: FRANZ K. — Zgadnij Zgaduła. Wesołe zagadki obrazk. Zł. 3.— — [1348, 950, 1593, 975]
classified-ad: MIEJSKA Kolej Elektryczna przyjmie natychmiast robotników, pobudzone oraz kobiety do mycia okien. Zgłaszać się w biurze Personalnym ul. Wulecka 4. 5721 — [554, 506, 787, 558]
wolne-list — [286, 1744, 532, 1854]
ad-pod-l2: Dla Was DZIECI! — [1376, 874, 1566, 901]
ad-orion-l2: „ORION” — [1391, 1516, 1551, 1554]
